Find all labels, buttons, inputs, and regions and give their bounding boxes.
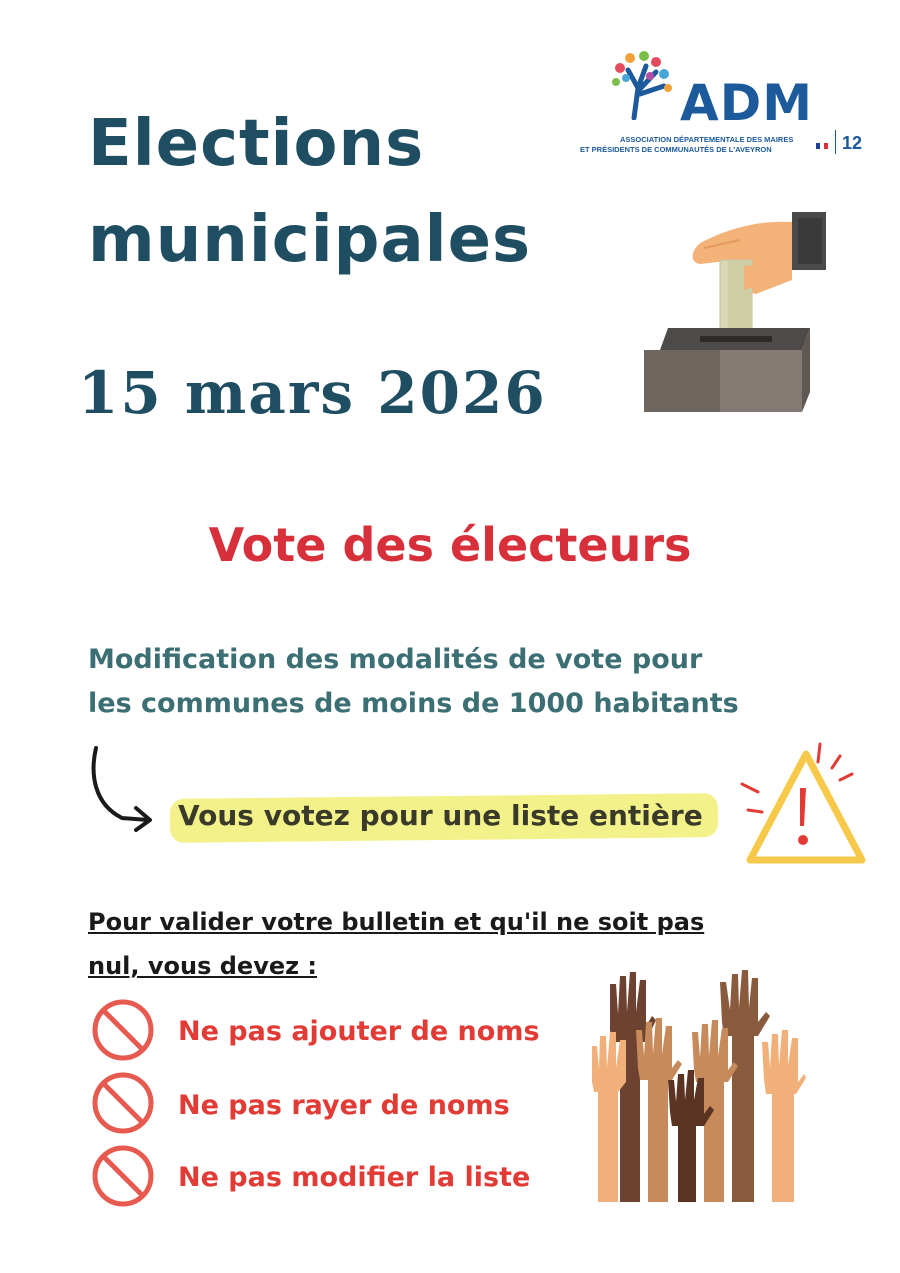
rule-no-add-names: Ne pas ajouter de noms xyxy=(178,1016,540,1047)
election-date: 15 mars 2026 xyxy=(78,359,547,427)
validation-intro: Pour valider votre bulletin et qu'il ne soit pas nul, vous devez : xyxy=(88,908,705,980)
rule-no-modify-list: Ne pas modifier la liste xyxy=(178,1162,531,1193)
title-line-2: municipales xyxy=(88,203,532,277)
section-heading: Vote des électeurs xyxy=(208,518,692,572)
full-list-statement: Vous votez pour une liste entière xyxy=(178,799,703,832)
raised-hands-icon xyxy=(592,970,806,1202)
modification-line-1: Modification des modalités de vote pour xyxy=(88,644,703,675)
adm-logo xyxy=(578,48,868,158)
ballot-box-icon xyxy=(640,208,830,414)
logo-divider xyxy=(835,130,836,154)
tree-hand-icon xyxy=(606,48,686,120)
logo-tagline-1: ASSOCIATION DÉPARTEMENTALE DES MAIRES xyxy=(620,135,794,144)
logo-tagline-2: ET PRÉSIDENTS DE COMMUNAUTÉS DE L'AVEYRON xyxy=(580,145,772,154)
prohibited-icon xyxy=(88,1068,158,1138)
prohibited-icon xyxy=(88,995,158,1065)
prohibited-icon xyxy=(88,1141,158,1211)
logo-name: ADM xyxy=(680,74,813,132)
warning-icon xyxy=(740,740,870,880)
modification-line-2: les communes de moins de 1000 habitants xyxy=(88,688,739,719)
curved-arrow-icon xyxy=(86,744,158,834)
rule-no-strike-names: Ne pas rayer de noms xyxy=(178,1090,510,1121)
logo-flag xyxy=(816,136,830,142)
title-line-1: Elections xyxy=(88,107,425,181)
logo-number: 12 xyxy=(842,133,863,153)
